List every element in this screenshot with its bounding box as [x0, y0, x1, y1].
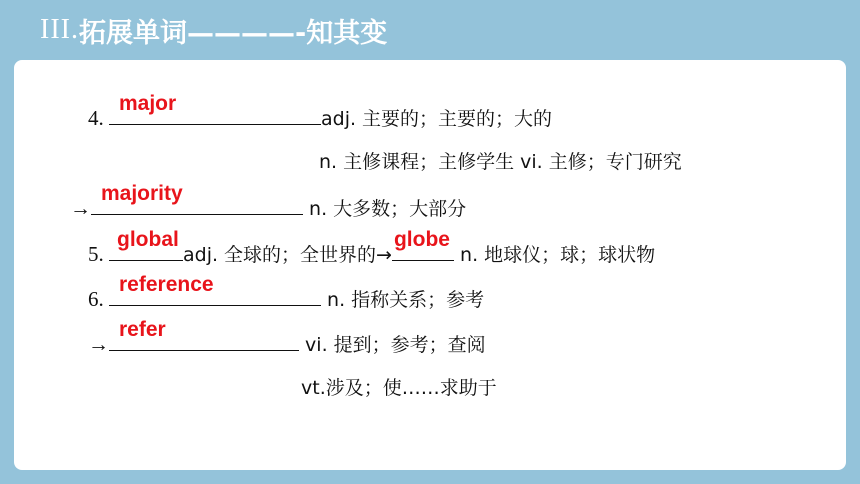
entry-reference [88, 273, 485, 314]
answer-text: global [117, 228, 179, 251]
entry-refer [88, 318, 486, 359]
section-title: 拓展单词————-知其变 [78, 17, 388, 49]
entry-refer-definition-2 [301, 373, 497, 402]
arrow: → [88, 332, 109, 356]
entry-number: 5. [88, 242, 109, 266]
answer-blank [109, 318, 299, 351]
answer-blank [91, 182, 303, 215]
answer-text: refer [119, 318, 166, 341]
section-header [40, 10, 387, 50]
answer-blank [109, 273, 321, 306]
answer-blank [109, 228, 183, 261]
entry-number: 4. [88, 106, 109, 130]
answer-text: reference [119, 273, 214, 296]
definition: n. 指称关系；参考 [321, 289, 485, 311]
arrow: → [70, 196, 91, 220]
definition: n. 地球仪；球；球状物 [453, 244, 656, 266]
section-number: III. [40, 14, 79, 45]
answer-blank [392, 228, 454, 261]
definition: n. 大多数；大部分 [303, 198, 467, 220]
definition: adj. 主要的；主要的；大的 [321, 108, 553, 130]
answer-text: majority [101, 182, 183, 205]
entry-major-definition-2 [319, 147, 682, 176]
answer-text: globe [393, 228, 450, 251]
answer-blank [109, 92, 321, 125]
definition: vi. 提到；参考；查阅 [299, 334, 486, 356]
content-card [14, 60, 846, 470]
entry-majority [70, 182, 467, 223]
definition: vt.涉及；使……求助于 [301, 377, 497, 399]
entry-major [88, 92, 553, 133]
definition: adj. 全球的；全世界的→ [183, 244, 392, 266]
answer-text: major [119, 92, 177, 115]
definition: n. 主修课程；主修学生 vi. 主修；专门研究 [319, 151, 682, 173]
entry-global [88, 228, 656, 269]
entry-number: 6. [88, 287, 109, 311]
